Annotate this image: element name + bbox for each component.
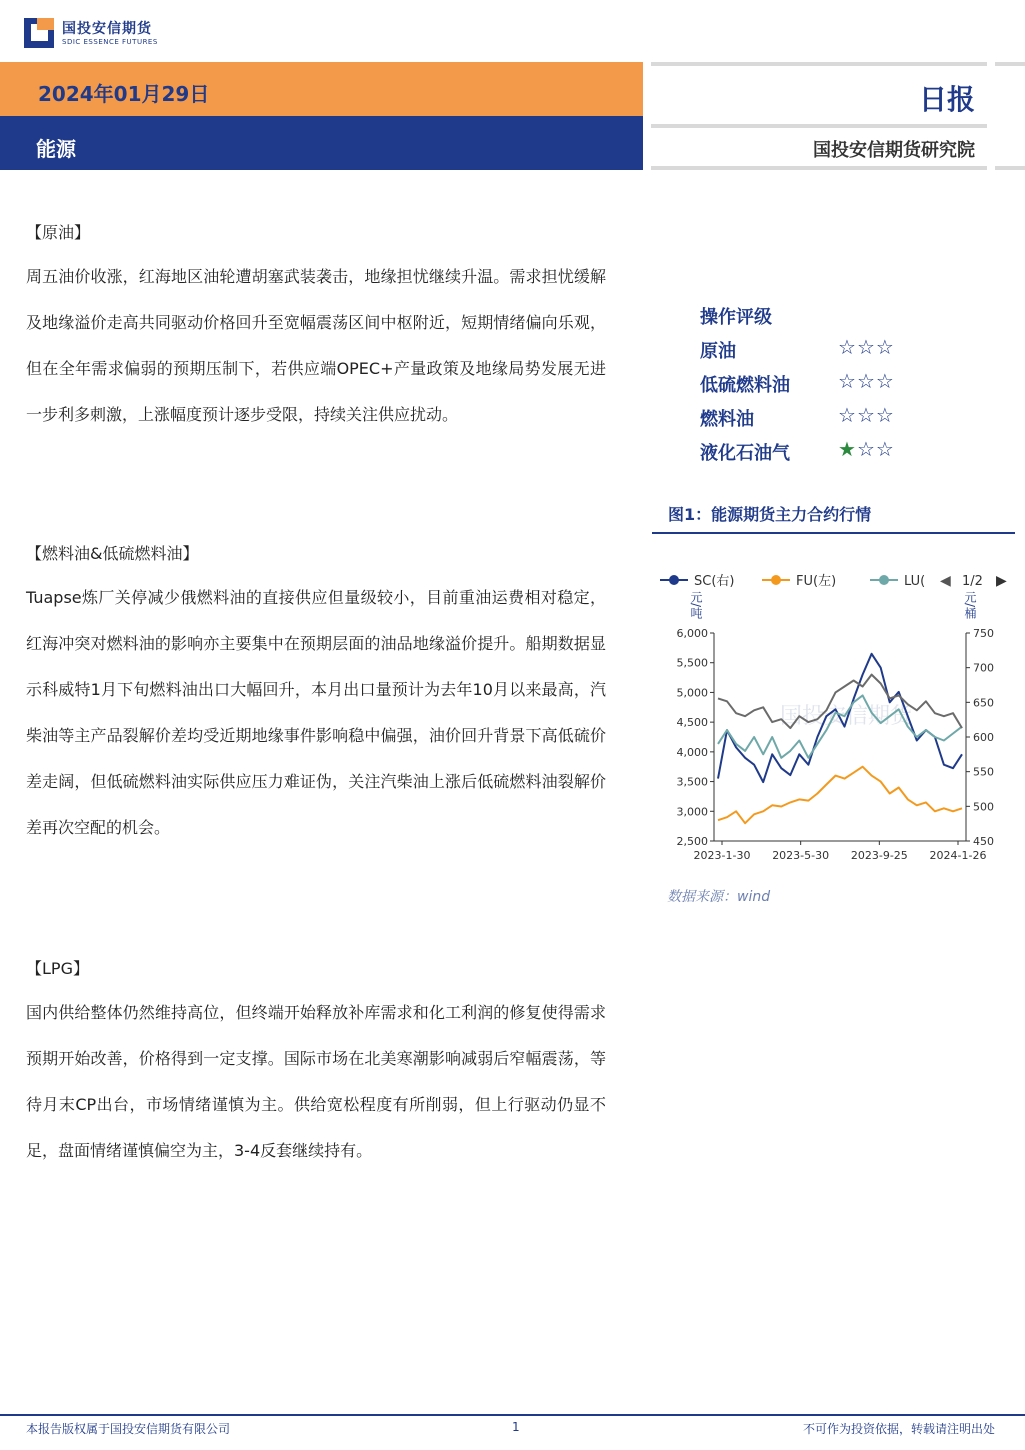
footer-rule	[0, 1414, 1025, 1416]
x-tick-label: 2023-9-25	[850, 849, 908, 862]
institute-name: 国投安信期货研究院	[813, 140, 975, 161]
right-axis-unit: 元/桶	[963, 591, 977, 620]
report-sector: 能源	[36, 137, 76, 161]
right-tick-label: 550	[973, 765, 994, 779]
legend-label: FU(左)	[796, 574, 837, 589]
star-empty-icon: ☆	[838, 335, 857, 359]
rating-label-crude: 原油	[700, 341, 736, 362]
x-tick-label: 2024-1-26	[929, 849, 987, 862]
legend-next-icon: ▶	[996, 573, 1007, 589]
section-text-crude: 周五油价收涨，红海地区油轮遭胡塞武装袭击，地缘担忧继续升温。需求担忧缓解及地缘溢价走高共同驱动价格回升至宽幅震荡区间中枢附近，短期情绪偏向乐观，但在全年需求偏弱的预期压制下，若供应端OPEC+产量政策及地缘局势发展无进一步利多刺激，上涨幅度预计逐步受限，持续关注供应扰动。	[26, 267, 606, 424]
legend-marker	[771, 575, 781, 585]
footer-disclaimer: 不可作为投资依据，转载请注明出处	[802, 1422, 995, 1436]
left-tick-label: 3,500	[676, 775, 708, 789]
watermark-text: 国投安信期货	[780, 704, 913, 729]
star-empty-icon: ☆	[838, 369, 857, 393]
x-tick-label: 2023-5-30	[772, 849, 830, 862]
legend-label: SC(右)	[694, 574, 735, 589]
chart-legend	[660, 573, 1007, 589]
rating-stars-lpg	[838, 437, 895, 461]
logo-text-cn: 国投安信期货	[62, 21, 152, 37]
rating-stars-crude	[838, 335, 895, 359]
series-line-0	[718, 654, 962, 782]
figure-title: 图1：能源期货主力合约行情	[668, 505, 872, 524]
section-text-lpg: 国内供给整体仍然维持高位，但终端开始释放补库需求和化工利润的修复使得需求预期开始改善，价格得到一定支撑。国际市场在北美寒潮影响减弱后窄幅震荡，等待月末CP出台，市场情绪谨慎为主。供给宽松程度有所削弱，但上行驱动仍显不足，盘面情绪谨慎偏空为主，3-4反套继续持有。	[26, 1003, 606, 1160]
logo-text-en: SDIC ESSENCE FUTURES	[62, 38, 158, 46]
header-divider	[651, 166, 987, 170]
header-divider	[651, 62, 987, 66]
header-divider	[995, 166, 1025, 170]
left-tick-label: 3,000	[676, 805, 708, 819]
report-type: 日报	[918, 83, 975, 116]
star-empty-icon: ☆	[875, 437, 895, 461]
right-tick-label: 650	[973, 696, 994, 710]
star-empty-icon: ☆	[838, 403, 857, 427]
report-date: 2024年01月29日	[38, 82, 210, 106]
left-tick-label: 6,000	[676, 627, 708, 640]
left-tick-label: 4,500	[676, 716, 708, 730]
rating-label-lpg: 液化石油气	[700, 443, 790, 464]
legend-marker	[669, 575, 679, 585]
left-tick-label: 2,500	[676, 835, 708, 848]
right-tick-label: 450	[973, 835, 994, 848]
star-empty-icon: ☆	[856, 403, 876, 427]
footer-copyright: 本报告版权属于国投安信期货有限公司	[26, 1422, 231, 1436]
header-blue-bar	[0, 116, 643, 170]
series-line-1	[718, 767, 962, 824]
x-tick-label: 2023-1-30	[693, 849, 751, 862]
chart-lines	[718, 654, 962, 823]
legend-marker	[879, 575, 889, 585]
section-title-fuel-oil: 【燃料油&低硫燃料油】	[26, 544, 199, 563]
header-divider	[651, 124, 987, 128]
left-tick-label: 5,000	[676, 686, 708, 700]
star-filled-icon: ★	[838, 437, 857, 461]
rating-stars-lsfo	[838, 369, 895, 393]
right-tick-label: 750	[973, 627, 994, 640]
star-empty-icon: ☆	[875, 335, 895, 359]
section-text-fuel-oil: Tuapse炼厂关停减少俄燃料油的直接供应但量级较小，目前重油运费相对稳定，红海冲突对燃料油的影响亦主要集中在预期层面的油品地缘溢价提升。船期数据显示科威特1月下旬燃料油出口大幅回升，本月出口量预计为去年10月以来最高，汽柴油等主产品裂解价差均受近期地缘事件影响稳中偏强，油价回升背景下高低硫价差走阔，但低硫燃料油实际供应压力难证伪，关注汽柴油上涨后低硫燃料油裂解价差再次空配的机会。	[26, 588, 606, 837]
left-tick-label: 5,500	[676, 656, 708, 670]
company-logo	[24, 16, 184, 52]
section-title-lpg: 【LPG】	[26, 959, 89, 978]
star-empty-icon: ☆	[856, 369, 876, 393]
right-tick-label: 500	[973, 800, 994, 814]
rating-title: 操作评级	[700, 307, 772, 328]
star-empty-icon: ☆	[856, 335, 876, 359]
star-empty-icon: ☆	[875, 369, 895, 393]
right-tick-label: 600	[973, 731, 994, 744]
left-axis-unit: 元/吨	[689, 591, 703, 620]
left-tick-label: 4,000	[676, 745, 708, 759]
energy-futures-chart	[652, 565, 1022, 875]
right-tick-label: 700	[973, 661, 994, 675]
rating-label-fuel-oil: 燃料油	[700, 409, 754, 430]
rating-label-lsfo: 低硫燃料油	[700, 375, 790, 396]
legend-label: LU(	[904, 574, 926, 589]
data-source: 数据来源：wind	[667, 889, 771, 905]
logo-mark-icon	[24, 18, 54, 48]
legend-page: 1/2	[962, 574, 983, 589]
rating-stars-fuel-oil	[838, 403, 895, 427]
figure-title-rule	[652, 532, 1015, 534]
legend-prev-icon: ◀	[940, 573, 951, 589]
page-number: 1	[512, 1420, 520, 1434]
star-empty-icon: ☆	[875, 403, 895, 427]
section-title-crude: 【原油】	[26, 223, 91, 242]
star-empty-icon: ☆	[856, 437, 876, 461]
header-divider	[995, 62, 1025, 66]
